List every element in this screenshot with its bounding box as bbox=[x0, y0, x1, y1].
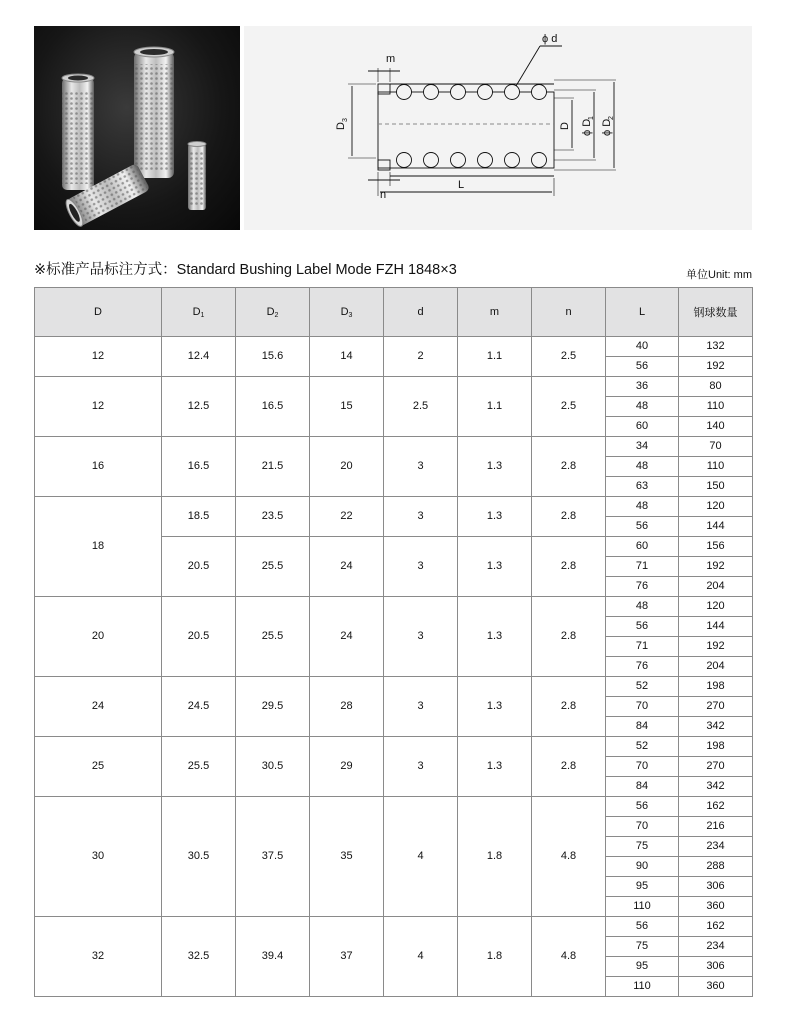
cell-ball-count: 204 bbox=[679, 657, 753, 677]
cell-ball-count: 360 bbox=[679, 977, 753, 997]
table-row bbox=[35, 337, 753, 357]
column-header-label: d bbox=[417, 306, 424, 318]
cell-D: 24 bbox=[35, 677, 162, 737]
column-header-label: n bbox=[565, 306, 572, 318]
cell-d: 3 bbox=[384, 537, 458, 597]
cell-L: 70 bbox=[606, 697, 679, 717]
cell-n: 2.8 bbox=[532, 437, 606, 497]
cell-D3: 22 bbox=[310, 497, 384, 537]
cell-d: 4 bbox=[384, 917, 458, 997]
cell-n: 2.8 bbox=[532, 677, 606, 737]
cell-n: 2.8 bbox=[532, 597, 606, 677]
cell-L: 60 bbox=[606, 417, 679, 437]
column-header bbox=[679, 288, 753, 337]
cell-D2: 23.5 bbox=[236, 497, 310, 537]
column-header bbox=[384, 288, 458, 337]
column-header bbox=[458, 288, 532, 337]
cell-ball-count: 270 bbox=[679, 697, 753, 717]
cell-D3: 24 bbox=[310, 597, 384, 677]
cell-D1: 32.5 bbox=[162, 917, 236, 997]
label-D2-sub: 2 bbox=[608, 116, 615, 120]
cell-D1: 12.4 bbox=[162, 337, 236, 377]
cell-ball-count: 140 bbox=[679, 417, 753, 437]
cell-d: 3 bbox=[384, 497, 458, 537]
cell-D3: 14 bbox=[310, 337, 384, 377]
section-heading: ※标准产品标注方式：Standard Bushing Label Mode FZH 1848×3 bbox=[34, 262, 457, 278]
column-header-label: D bbox=[192, 305, 201, 318]
bushing-diagram bbox=[244, 26, 752, 230]
cell-ball-count: 342 bbox=[679, 717, 753, 737]
column-header-subscript: 1 bbox=[200, 311, 205, 319]
cell-L: 52 bbox=[606, 737, 679, 757]
label-D1: ϕ D bbox=[581, 118, 593, 136]
ball-row-bottom bbox=[397, 153, 547, 168]
cell-D: 30 bbox=[35, 797, 162, 917]
cell-D1: 20.5 bbox=[162, 597, 236, 677]
cell-ball-count: 234 bbox=[679, 937, 753, 957]
unit-note: 单位Unit: mm bbox=[686, 269, 752, 281]
cell-ball-count: 216 bbox=[679, 817, 753, 837]
cell-ball-count: 162 bbox=[679, 797, 753, 817]
cell-D: 12 bbox=[35, 337, 162, 377]
bushing-small bbox=[188, 142, 206, 211]
cell-D2: 39.4 bbox=[236, 917, 310, 997]
cell-L: 70 bbox=[606, 757, 679, 777]
cell-L: 70 bbox=[606, 817, 679, 837]
column-header bbox=[35, 288, 162, 337]
spec-table bbox=[34, 287, 753, 997]
table-row bbox=[35, 797, 753, 817]
cell-L: 56 bbox=[606, 917, 679, 937]
cell-d: 3 bbox=[384, 737, 458, 797]
cell-d: 3 bbox=[384, 677, 458, 737]
table-row bbox=[35, 377, 753, 397]
technical-drawing bbox=[244, 26, 752, 230]
cell-ball-count: 162 bbox=[679, 917, 753, 937]
cell-d: 3 bbox=[384, 437, 458, 497]
cell-D: 25 bbox=[35, 737, 162, 797]
cell-m: 1.8 bbox=[458, 917, 532, 997]
table-row bbox=[35, 497, 753, 517]
cell-n: 4.8 bbox=[532, 797, 606, 917]
cell-d: 3 bbox=[384, 597, 458, 677]
cell-ball-count: 198 bbox=[679, 677, 753, 697]
label-D1-sub: 1 bbox=[588, 116, 595, 120]
cell-ball-count: 306 bbox=[679, 877, 753, 897]
cell-L: 75 bbox=[606, 937, 679, 957]
cell-L: 76 bbox=[606, 657, 679, 677]
cell-D: 20 bbox=[35, 597, 162, 677]
cell-ball-count: 306 bbox=[679, 957, 753, 977]
cell-ball-count: 150 bbox=[679, 477, 753, 497]
cell-D1: 20.5 bbox=[162, 537, 236, 597]
label-phi-d: ϕ d bbox=[542, 33, 558, 45]
label-D3-sub: 3 bbox=[342, 118, 349, 122]
label-D: D bbox=[559, 122, 571, 130]
cell-D1: 18.5 bbox=[162, 497, 236, 537]
cell-m: 1.3 bbox=[458, 537, 532, 597]
column-header bbox=[310, 288, 384, 337]
cell-D3: 35 bbox=[310, 797, 384, 917]
cell-D3: 29 bbox=[310, 737, 384, 797]
cell-D1: 12.5 bbox=[162, 377, 236, 437]
cell-n: 2.8 bbox=[532, 537, 606, 597]
cell-ball-count: 144 bbox=[679, 517, 753, 537]
cell-D3: 15 bbox=[310, 377, 384, 437]
cell-d: 2 bbox=[384, 337, 458, 377]
column-header-subscript: 2 bbox=[274, 311, 279, 319]
column-header bbox=[162, 288, 236, 337]
cell-D: 12 bbox=[35, 377, 162, 437]
cell-L: 75 bbox=[606, 837, 679, 857]
table-header-row bbox=[35, 288, 753, 337]
cell-ball-count: 120 bbox=[679, 597, 753, 617]
cell-m: 1.1 bbox=[458, 337, 532, 377]
column-header bbox=[532, 288, 606, 337]
cell-m: 1.3 bbox=[458, 497, 532, 537]
cell-D1: 16.5 bbox=[162, 437, 236, 497]
column-header-label: D bbox=[340, 305, 349, 318]
cell-n: 2.5 bbox=[532, 377, 606, 437]
cell-ball-count: 192 bbox=[679, 637, 753, 657]
cell-ball-count: 70 bbox=[679, 437, 753, 457]
column-header-label: m bbox=[489, 306, 500, 318]
table-row bbox=[35, 437, 753, 457]
cell-L: 56 bbox=[606, 797, 679, 817]
cell-ball-count: 192 bbox=[679, 557, 753, 577]
cell-L: 48 bbox=[606, 397, 679, 417]
table-row bbox=[35, 737, 753, 757]
label-m: m bbox=[386, 53, 396, 65]
cell-n: 2.8 bbox=[532, 497, 606, 537]
cell-L: 71 bbox=[606, 637, 679, 657]
cell-L: 40 bbox=[606, 337, 679, 357]
cell-ball-count: 110 bbox=[679, 457, 753, 477]
label-L: L bbox=[458, 179, 465, 191]
column-header bbox=[606, 288, 679, 337]
bushing-large bbox=[134, 47, 174, 178]
cell-d: 2.5 bbox=[384, 377, 458, 437]
cell-ball-count: 204 bbox=[679, 577, 753, 597]
cell-m: 1.1 bbox=[458, 377, 532, 437]
cell-m: 1.3 bbox=[458, 597, 532, 677]
cell-D1: 25.5 bbox=[162, 737, 236, 797]
cell-D2: 25.5 bbox=[236, 537, 310, 597]
cell-L: 48 bbox=[606, 457, 679, 477]
table-row bbox=[35, 677, 753, 697]
cell-L: 71 bbox=[606, 557, 679, 577]
cell-n: 2.8 bbox=[532, 737, 606, 797]
cell-ball-count: 342 bbox=[679, 777, 753, 797]
cell-D3: 24 bbox=[310, 537, 384, 597]
label-D2: ϕ D bbox=[601, 118, 613, 136]
cell-D: 16 bbox=[35, 437, 162, 497]
table-body bbox=[35, 337, 753, 997]
cell-L: 56 bbox=[606, 357, 679, 377]
cell-L: 63 bbox=[606, 477, 679, 497]
cell-L: 36 bbox=[606, 377, 679, 397]
cell-D2: 15.6 bbox=[236, 337, 310, 377]
column-header-label: D bbox=[266, 305, 275, 318]
cell-ball-count: 156 bbox=[679, 537, 753, 557]
column-header bbox=[236, 288, 310, 337]
cell-L: 48 bbox=[606, 597, 679, 617]
cell-D3: 20 bbox=[310, 437, 384, 497]
table-row bbox=[35, 917, 753, 937]
cell-D2: 25.5 bbox=[236, 597, 310, 677]
cell-m: 1.3 bbox=[458, 437, 532, 497]
cell-D2: 37.5 bbox=[236, 797, 310, 917]
column-header-label: L bbox=[638, 306, 646, 318]
cell-L: 60 bbox=[606, 537, 679, 557]
cell-D: 18 bbox=[35, 497, 162, 597]
column-header-label: D bbox=[94, 306, 102, 318]
cell-L: 48 bbox=[606, 497, 679, 517]
cell-L: 110 bbox=[606, 897, 679, 917]
cell-L: 52 bbox=[606, 677, 679, 697]
cell-d: 4 bbox=[384, 797, 458, 917]
cell-L: 34 bbox=[606, 437, 679, 457]
cell-D2: 21.5 bbox=[236, 437, 310, 497]
table-row bbox=[35, 597, 753, 617]
cell-m: 1.8 bbox=[458, 797, 532, 917]
label-n: n bbox=[380, 189, 387, 201]
cell-D3: 37 bbox=[310, 917, 384, 997]
cell-ball-count: 144 bbox=[679, 617, 753, 637]
label-D3: D bbox=[335, 122, 347, 130]
cell-D2: 30.5 bbox=[236, 737, 310, 797]
cell-D1: 24.5 bbox=[162, 677, 236, 737]
cell-ball-count: 234 bbox=[679, 837, 753, 857]
cell-m: 1.3 bbox=[458, 737, 532, 797]
cell-D2: 29.5 bbox=[236, 677, 310, 737]
cell-L: 110 bbox=[606, 977, 679, 997]
column-header-subscript: 3 bbox=[348, 311, 353, 319]
cell-n: 2.5 bbox=[532, 337, 606, 377]
cell-L: 90 bbox=[606, 857, 679, 877]
product-photo bbox=[34, 26, 240, 230]
cell-m: 1.3 bbox=[458, 677, 532, 737]
cell-ball-count: 120 bbox=[679, 497, 753, 517]
cell-ball-count: 288 bbox=[679, 857, 753, 877]
cell-L: 56 bbox=[606, 517, 679, 537]
cell-ball-count: 110 bbox=[679, 397, 753, 417]
cell-n: 4.8 bbox=[532, 917, 606, 997]
cell-L: 84 bbox=[606, 777, 679, 797]
column-header-label: 钢球数量 bbox=[693, 307, 738, 319]
cell-L: 56 bbox=[606, 617, 679, 637]
cell-ball-count: 198 bbox=[679, 737, 753, 757]
cell-ball-count: 360 bbox=[679, 897, 753, 917]
cell-D1: 30.5 bbox=[162, 797, 236, 917]
cell-D2: 16.5 bbox=[236, 377, 310, 437]
cell-ball-count: 192 bbox=[679, 357, 753, 377]
cell-L: 95 bbox=[606, 957, 679, 977]
bushings-illustration bbox=[34, 26, 240, 230]
cell-ball-count: 80 bbox=[679, 377, 753, 397]
cell-D: 32 bbox=[35, 917, 162, 997]
bushing-medium bbox=[62, 74, 94, 190]
cell-L: 95 bbox=[606, 877, 679, 897]
cell-L: 76 bbox=[606, 577, 679, 597]
cell-ball-count: 132 bbox=[679, 337, 753, 357]
cell-ball-count: 270 bbox=[679, 757, 753, 777]
cell-L: 84 bbox=[606, 717, 679, 737]
cell-D3: 28 bbox=[310, 677, 384, 737]
